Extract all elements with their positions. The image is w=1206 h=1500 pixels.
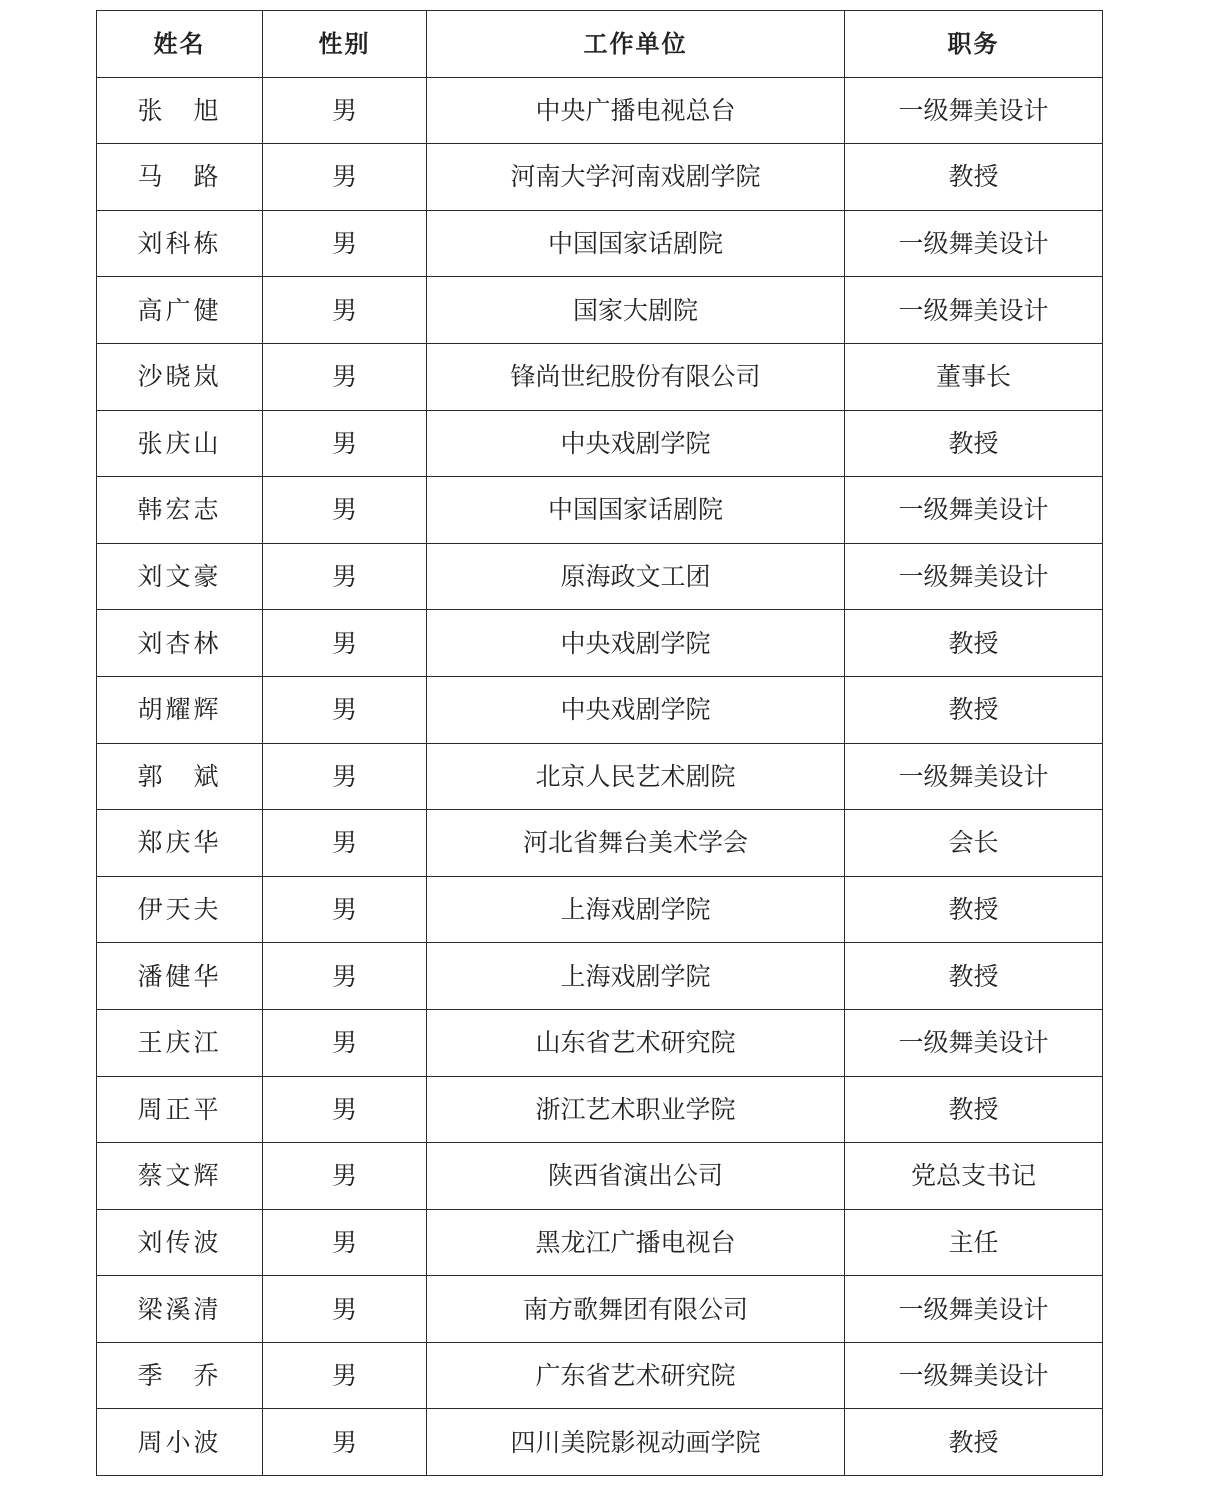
cell-name: 郑庆华: [97, 810, 263, 877]
cell-title: 党总支书记: [845, 1143, 1103, 1210]
cell-organization: 中国国家话剧院: [427, 477, 845, 544]
cell-name: 刘传波: [97, 1209, 263, 1276]
cell-organization: 原海政文工团: [427, 543, 845, 610]
cell-title: 一级舞美设计: [845, 1276, 1103, 1343]
cell-name: 高广健: [97, 277, 263, 344]
cell-gender: 男: [263, 477, 427, 544]
table-row: [97, 1342, 1103, 1409]
cell-gender: 男: [263, 543, 427, 610]
cell-organization: 山东省艺术研究院: [427, 1009, 845, 1076]
cell-title: 教授: [845, 876, 1103, 943]
cell-organization: 中央戏剧学院: [427, 676, 845, 743]
roster-sheet: [96, 10, 1102, 1476]
cell-organization: 上海戏剧学院: [427, 943, 845, 1010]
table-row: [97, 810, 1103, 877]
cell-name: 王庆江: [97, 1009, 263, 1076]
cell-title: 教授: [845, 1409, 1103, 1476]
cell-name: 蔡文辉: [97, 1143, 263, 1210]
header-row: [97, 11, 1103, 78]
cell-organization: 四川美院影视动画学院: [427, 1409, 845, 1476]
cell-name: 刘文豪: [97, 543, 263, 610]
cell-organization: 中央戏剧学院: [427, 610, 845, 677]
cell-organization: 黑龙江广播电视台: [427, 1209, 845, 1276]
table-row: [97, 410, 1103, 477]
table-row: [97, 876, 1103, 943]
cell-title: 一级舞美设计: [845, 543, 1103, 610]
table-row: [97, 1143, 1103, 1210]
cell-organization: 浙江艺术职业学院: [427, 1076, 845, 1143]
cell-organization: 上海戏剧学院: [427, 876, 845, 943]
cell-gender: 男: [263, 810, 427, 877]
cell-organization: 广东省艺术研究院: [427, 1342, 845, 1409]
cell-gender: 男: [263, 1209, 427, 1276]
roster-table: [96, 10, 1103, 1476]
cell-organization: 河北省舞台美术学会: [427, 810, 845, 877]
cell-title: 一级舞美设计: [845, 210, 1103, 277]
cell-title: 教授: [845, 610, 1103, 677]
cell-title: 一级舞美设计: [845, 1009, 1103, 1076]
table-row: [97, 77, 1103, 144]
table-row: [97, 743, 1103, 810]
header-organization: 工作单位: [427, 11, 845, 78]
cell-organization: 北京人民艺术剧院: [427, 743, 845, 810]
cell-title: 教授: [845, 1076, 1103, 1143]
cell-gender: 男: [263, 676, 427, 743]
table-row: [97, 343, 1103, 410]
cell-name: 季 乔: [97, 1342, 263, 1409]
cell-gender: 男: [263, 77, 427, 144]
table-row: [97, 1209, 1103, 1276]
cell-title: 会长: [845, 810, 1103, 877]
cell-name: 马 路: [97, 144, 263, 211]
cell-gender: 男: [263, 144, 427, 211]
cell-name: 张 旭: [97, 77, 263, 144]
cell-gender: 男: [263, 1143, 427, 1210]
cell-title: 教授: [845, 144, 1103, 211]
cell-name: 张庆山: [97, 410, 263, 477]
cell-name: 周正平: [97, 1076, 263, 1143]
table-row: [97, 1076, 1103, 1143]
cell-organization: 河南大学河南戏剧学院: [427, 144, 845, 211]
cell-gender: 男: [263, 1076, 427, 1143]
table-row: [97, 1276, 1103, 1343]
cell-name: 伊天夫: [97, 876, 263, 943]
cell-title: 董事长: [845, 343, 1103, 410]
header-title: 职务: [845, 11, 1103, 78]
roster-body: [97, 77, 1103, 1475]
header-gender: 性别: [263, 11, 427, 78]
cell-gender: 男: [263, 610, 427, 677]
cell-name: 郭 斌: [97, 743, 263, 810]
cell-gender: 男: [263, 410, 427, 477]
table-row: [97, 144, 1103, 211]
table-row: [97, 477, 1103, 544]
cell-title: 一级舞美设计: [845, 477, 1103, 544]
cell-organization: 中央广播电视总台: [427, 77, 845, 144]
cell-organization: 中央戏剧学院: [427, 410, 845, 477]
cell-title: 一级舞美设计: [845, 1342, 1103, 1409]
table-row: [97, 277, 1103, 344]
cell-gender: 男: [263, 277, 427, 344]
cell-name: 沙晓岚: [97, 343, 263, 410]
cell-name: 胡耀辉: [97, 676, 263, 743]
cell-organization: 中国国家话剧院: [427, 210, 845, 277]
table-row: [97, 1409, 1103, 1476]
header-name: 姓名: [97, 11, 263, 78]
cell-organization: 南方歌舞团有限公司: [427, 1276, 845, 1343]
cell-title: 教授: [845, 943, 1103, 1010]
cell-gender: 男: [263, 1409, 427, 1476]
cell-gender: 男: [263, 1342, 427, 1409]
cell-name: 潘健华: [97, 943, 263, 1010]
cell-name: 刘杏林: [97, 610, 263, 677]
cell-name: 刘科栋: [97, 210, 263, 277]
cell-title: 一级舞美设计: [845, 277, 1103, 344]
cell-name: 梁溪清: [97, 1276, 263, 1343]
cell-gender: 男: [263, 210, 427, 277]
table-row: [97, 676, 1103, 743]
table-row: [97, 1009, 1103, 1076]
cell-gender: 男: [263, 876, 427, 943]
cell-gender: 男: [263, 743, 427, 810]
cell-title: 教授: [845, 410, 1103, 477]
cell-organization: 国家大剧院: [427, 277, 845, 344]
table-row: [97, 543, 1103, 610]
cell-title: 主任: [845, 1209, 1103, 1276]
cell-title: 一级舞美设计: [845, 743, 1103, 810]
table-row: [97, 610, 1103, 677]
cell-gender: 男: [263, 943, 427, 1010]
cell-organization: 锋尚世纪股份有限公司: [427, 343, 845, 410]
cell-title: 一级舞美设计: [845, 77, 1103, 144]
cell-name: 周小波: [97, 1409, 263, 1476]
cell-name: 韩宏志: [97, 477, 263, 544]
table-row: [97, 210, 1103, 277]
cell-gender: 男: [263, 1276, 427, 1343]
table-row: [97, 943, 1103, 1010]
cell-gender: 男: [263, 343, 427, 410]
cell-organization: 陕西省演出公司: [427, 1143, 845, 1210]
cell-gender: 男: [263, 1009, 427, 1076]
cell-title: 教授: [845, 676, 1103, 743]
